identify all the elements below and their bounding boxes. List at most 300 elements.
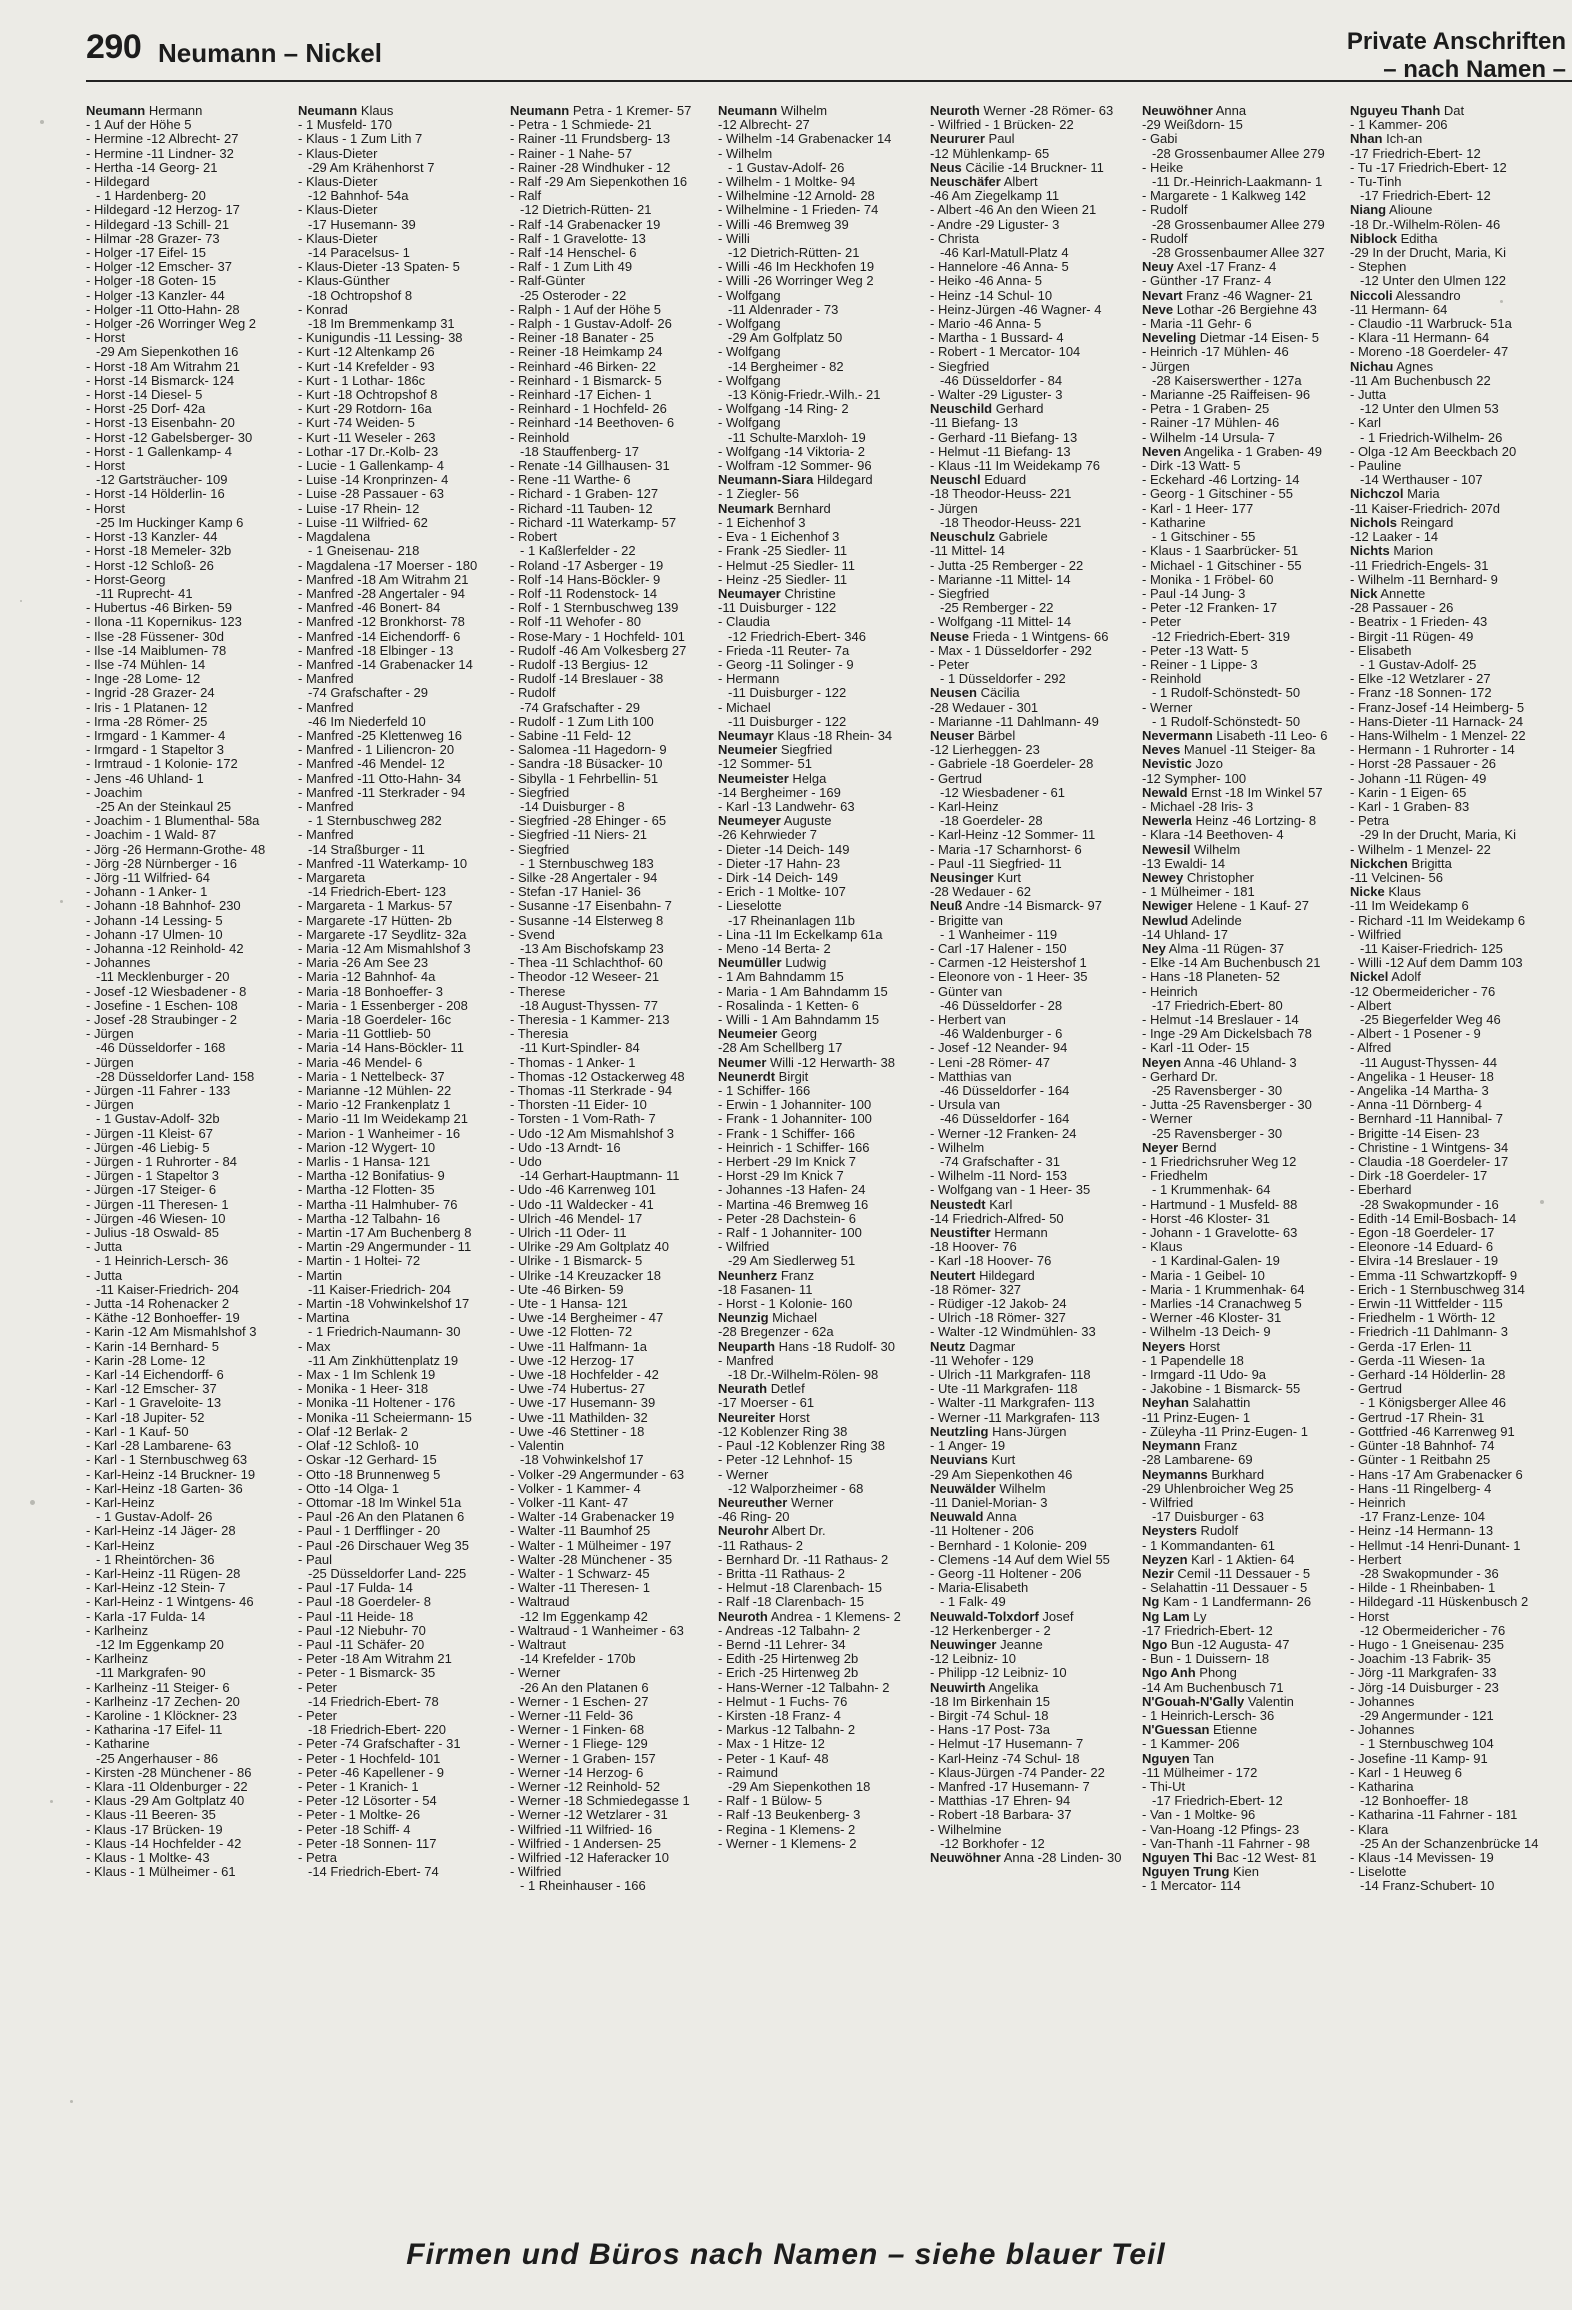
directory-entry: - Hermine -12 Albrecht- 27 — [86, 131, 239, 147]
directory-entry: -28 Am Schellberg 17 — [718, 1040, 843, 1056]
directory-entry: - Eckehard -46 Lortzing- 14 — [1142, 472, 1300, 488]
directory-entry: -74 Grafschafter - 29 — [520, 699, 640, 715]
directory-entry: - Uwe -46 Stettiner - 18 — [510, 1423, 645, 1439]
directory-entry: - Heinrich — [1350, 1494, 1406, 1510]
directory-entry: - 1 Friedrichsruher Weg 12 — [1142, 1154, 1297, 1170]
directory-entry: Neustifter Hermann — [930, 1225, 1048, 1241]
directory-entry: - Jürgen - 1 Ruhrorter - 84 — [86, 1154, 238, 1170]
directory-entry: - Helmut -25 Siedler- 11 — [718, 557, 856, 573]
directory-entry: - Johannes — [1350, 1722, 1415, 1738]
directory-entry: - 1 Falk- 49 — [940, 1594, 1006, 1610]
directory-entry: - Elke -12 Wetzlarer - 27 — [1350, 671, 1491, 687]
directory-entry: Niang Alioune — [1350, 202, 1433, 218]
page-number: 290 — [86, 28, 142, 66]
directory-entry: - Sibylla - 1 Fehrbellin- 51 — [510, 770, 659, 786]
directory-entry: Neunerdt Birgit — [718, 1068, 809, 1084]
directory-entry: - Jutta — [1350, 387, 1387, 403]
directory-entry: - Gertrud — [930, 770, 983, 786]
directory-entry: -12 Borkhofer - 12 — [940, 1835, 1045, 1851]
directory-entry: - Paul - 1 Derfflinger - 20 — [298, 1523, 441, 1539]
directory-entry: - Peter — [298, 1679, 338, 1695]
directory-entry: - Susanne -17 Eisenbahn- 7 — [510, 898, 672, 914]
directory-entry: - Wolfgang -14 Ring- 2 — [718, 401, 849, 417]
directory-entry: - Theresia — [510, 1026, 569, 1042]
directory-column-6 — [1142, 104, 1350, 2212]
directory-entry: - 1 Rudolf-Schönstedt- 50 — [1152, 685, 1301, 701]
directory-entry: -14 Friedrich-Alfred- 50 — [930, 1210, 1064, 1226]
directory-entry: - Van - 1 Moltke- 96 — [1142, 1807, 1256, 1823]
directory-entry: - Luise -28 Passauer - 63 — [298, 486, 444, 502]
directory-entry: - Werner — [1142, 699, 1193, 715]
directory-entry: - Klaus -14 Hochfelder - 42 — [86, 1835, 242, 1851]
directory-entry: - Wilhelm — [930, 1139, 985, 1155]
directory-entry: Neuparth Hans -18 Rudolf- 30 — [718, 1338, 896, 1354]
directory-entry: Neuwald Anna — [930, 1509, 1017, 1525]
directory-entry: -18 Fasanen- 11 — [718, 1281, 813, 1297]
directory-entry: - Hans -18 Planeten- 52 — [1142, 969, 1281, 985]
directory-entry: - Wolfgang van - 1 Heer- 35 — [930, 1182, 1091, 1198]
directory-entry: - Jürgen — [930, 500, 978, 516]
directory-entry: -11 Am Zinkhüttenplatz 19 — [308, 1352, 459, 1368]
directory-entry: - 1 Hardenberg- 20 — [96, 188, 206, 204]
directory-entry: - Jörg -14 Duisburger - 23 — [1350, 1679, 1499, 1695]
directory-entry: - Martha -11 Halmhuber- 76 — [298, 1196, 458, 1212]
directory-entry: - Martin — [298, 1267, 343, 1283]
directory-entry: - Maria -17 Scharnhorst- 6 — [930, 841, 1082, 857]
directory-entry: - Elvira -14 Breslauer - 19 — [1350, 1253, 1499, 1269]
directory-entry: Neumeier Siegfried — [718, 742, 833, 758]
directory-entry: - Inge -28 Lome- 12 — [86, 671, 201, 687]
directory-entry: - Irma -28 Römer- 25 — [86, 713, 208, 729]
directory-entry: - Sabine -11 Feld- 12 — [510, 727, 632, 743]
directory-entry: -12 Sympher- 100 — [1142, 770, 1247, 786]
directory-entry: - Ralf -14 Grabenacker 19 — [510, 216, 661, 232]
directory-entry: - 1 Friedrich-Naumann- 30 — [308, 1324, 461, 1340]
directory-entry: - Olaf -12 Berlak- 2 — [298, 1423, 408, 1439]
footer-note: Firmen und Büros nach Namen – siehe blauer Teil — [406, 2238, 1166, 2271]
directory-entry: - Manfred -46 Bonert- 84 — [298, 600, 441, 616]
directory-entry: Neuse Frieda - 1 Wintgens- 66 — [930, 628, 1109, 644]
directory-entry: Neyer Bernd — [1142, 1139, 1217, 1155]
directory-entry: - Holger -13 Kanzler- 44 — [86, 287, 225, 303]
directory-entry: - Uwe -11 Mathilden- 32 — [510, 1409, 648, 1425]
directory-entry: - Sandra -18 Büsacker- 10 — [510, 756, 663, 772]
directory-entry: - Ralf -29 Am Siepenkothen 16 — [510, 174, 688, 190]
directory-entry: - Horst -18 Memeler- 32b — [86, 543, 232, 559]
directory-entry: -18 August-Thyssen- 77 — [520, 997, 659, 1013]
directory-entry: -46 Im Niederfeld 10 — [308, 713, 426, 729]
directory-entry: - Manfred -11 Sterkrader - 94 — [298, 784, 466, 800]
directory-entry: - Reiner -18 Banater - 25 — [510, 330, 654, 346]
directory-entry: - Selahattin -11 Dessauer - 5 — [1142, 1580, 1308, 1596]
directory-entry: Neymann Franz — [1142, 1438, 1238, 1454]
directory-entry: - Maria -11 Gehr- 6 — [1142, 316, 1252, 332]
directory-entry: - Rene -11 Warthe- 6 — [510, 472, 631, 488]
directory-entry: - 1 Gustav-Adolf- 32b — [96, 1111, 220, 1127]
directory-entry: -18 Dr.-Wilhelm-Rölen- 98 — [728, 1367, 879, 1383]
directory-entry: - Salomea -11 Hagedorn- 9 — [510, 742, 667, 758]
directory-entry: - Willi -12 Auf dem Damm 103 — [1350, 955, 1523, 971]
directory-entry: -17 Husemann- 39 — [308, 216, 416, 232]
directory-entry: - Willi -26 Worringer Weg 2 — [718, 273, 874, 289]
directory-entry: Niccoli Alessandro — [1350, 287, 1461, 303]
directory-entry: - Heinz -14 Hermann- 13 — [1350, 1523, 1494, 1539]
directory-entry: - Susanne -14 Elsterweg 8 — [510, 912, 664, 928]
directory-entry: - Theresia - 1 Kammer- 213 — [510, 1012, 670, 1027]
directory-entry: - Eleonore -14 Eduard- 6 — [1350, 1239, 1494, 1255]
directory-entry: - Manfred -28 Angertaler - 94 — [298, 585, 465, 601]
directory-entry: - Peter -74 Grafschafter - 31 — [298, 1736, 461, 1752]
directory-entry: - Horst -18 Am Witrahm 21 — [86, 358, 240, 374]
directory-entry: - Karlheinz — [86, 1622, 149, 1638]
directory-entry: - Monika - 1 Fröbel- 60 — [1142, 571, 1274, 587]
directory-entry: - Karl - 1 Graveloite- 13 — [86, 1395, 222, 1411]
directory-entry: -11 Ruprecht- 41 — [96, 585, 193, 601]
directory-entry: - Alfred — [1350, 1040, 1392, 1056]
directory-entry: - Wilhelmine -12 Arnold- 28 — [718, 188, 875, 204]
directory-entry: - Kurt -12 Altenkamp 26 — [298, 344, 435, 360]
directory-entry: Niblock Editha — [1350, 230, 1438, 246]
paper-speck — [1500, 300, 1503, 303]
directory-entry: - Wilfried — [510, 1864, 562, 1880]
directory-entry: - Magdalena -17 Moerser - 180 — [298, 557, 478, 573]
directory-entry: - Bernhard - 1 Kolonie- 209 — [930, 1537, 1087, 1553]
directory-entry: - Philipp -12 Leibniz- 10 — [930, 1665, 1067, 1681]
directory-entry: - Horst -13 Eisenbahn- 20 — [86, 415, 235, 431]
directory-entry: -74 Grafschafter - 29 — [308, 685, 428, 701]
directory-entry: - Heike — [1142, 159, 1184, 175]
directory-entry: - Helmut -17 Husemann- 7 — [930, 1736, 1084, 1752]
directory-entry: -11 Hermann- 64 — [1350, 301, 1448, 317]
directory-entry: - Reinhold — [510, 429, 570, 445]
directory-entry: - Johann -18 Bahnhof- 230 — [86, 898, 241, 914]
directory-entry: - Frank -25 Siedler- 11 — [718, 543, 848, 559]
directory-entry: - Max - 1 Hitze- 12 — [718, 1736, 825, 1752]
directory-entry: - Karl-Heinz -12 Sommer- 11 — [930, 827, 1096, 843]
directory-entry: - Ingrid -28 Grazer- 24 — [86, 685, 215, 701]
directory-entry: - Matthias van — [930, 1068, 1012, 1084]
directory-entry: - Georg -11 Solinger - 9 — [718, 656, 854, 672]
directory-entry: -46 Ring- 20 — [718, 1509, 790, 1525]
directory-entry: -11 Am Buchenbusch 22 — [1350, 372, 1491, 388]
directory-entry: - Manfred — [298, 798, 354, 814]
directory-entry: - Regina - 1 Klemens- 2 — [718, 1821, 856, 1837]
directory-entry: Ney Alma -11 Rügen- 37 — [1142, 940, 1285, 956]
directory-entry: Nhan Ich-an — [1350, 131, 1423, 147]
directory-entry: -12 Friedrich-Ebert- 319 — [1152, 628, 1290, 644]
directory-entry: - Wolfgang — [718, 316, 781, 332]
directory-entry: - Karl - 1 Heer- 177 — [1142, 500, 1254, 516]
directory-entry: - Waltraud - 1 Wanheimer - 63 — [510, 1622, 684, 1638]
directory-entry: - Jutta — [86, 1239, 123, 1255]
directory-entry: - Georg -11 Holtener - 206 — [930, 1565, 1082, 1581]
directory-entry: - 1 Kardinal-Galen- 19 — [1152, 1253, 1280, 1269]
directory-entry: - Horst — [86, 500, 125, 516]
directory-entry: - Reiner -18 Heimkamp 24 — [510, 344, 663, 360]
directory-entry: - Udo -12 Am Mismahlshof 3 — [510, 1125, 675, 1141]
directory-entry: -18 Goerdeler- 28 — [940, 813, 1043, 829]
directory-entry: - Mario -12 Frankenplatz 1 — [298, 1097, 451, 1113]
directory-entry: Neves Manuel -11 Steiger- 8a — [1142, 742, 1316, 758]
directory-entry: - Monika -11 Scheiermann- 15 — [298, 1409, 472, 1425]
directory-entry: - Tu -17 Friedrich-Ebert- 12 — [1350, 159, 1507, 175]
directory-entry: - Albert -46 An den Wieen 21 — [930, 202, 1097, 218]
directory-entry: - 1 Papendelle 18 — [1142, 1352, 1244, 1368]
directory-entry: - 1 Friedrich-Wilhelm- 26 — [1360, 429, 1503, 445]
directory-entry: - Martha -12 Bonifatius- 9 — [298, 1168, 445, 1184]
directory-entry: - Günter - 1 Reitbahn 25 — [1350, 1452, 1491, 1468]
directory-entry: - Werner - 1 Fliege- 129 — [510, 1736, 648, 1752]
directory-entry: - Wilfried -11 Wilfried- 16 — [510, 1821, 653, 1837]
directory-entry: - Karl - 1 Graben- 83 — [1350, 798, 1470, 814]
directory-entry: -18 Im Bremmenkamp 31 — [308, 316, 455, 332]
directory-entry: - Karl -18 Jupiter- 52 — [86, 1409, 205, 1425]
directory-entry: -29 Weißdorn- 15 — [1142, 117, 1243, 133]
directory-entry: N'Guessan Etienne — [1142, 1722, 1258, 1738]
directory-entry: - Jörg -28 Nürnberger - 16 — [86, 855, 238, 871]
directory-entry: - Maria - 1 Krummenhak- 64 — [1142, 1281, 1305, 1297]
directory-entry: -18 Friedrich-Ebert- 220 — [308, 1722, 446, 1738]
directory-entry: -11 Velcinen- 56 — [1350, 869, 1443, 885]
directory-entry: - 1 Königsberger Allee 46 — [1360, 1395, 1506, 1411]
directory-entry: -13 Am Bischofskamp 23 — [520, 940, 664, 956]
directory-entry: - Werner -11 Feld- 36 — [510, 1707, 634, 1723]
section-title-line1: Private Anschriften — [1346, 28, 1566, 55]
directory-entry: -12 Albrecht- 27 — [718, 117, 810, 133]
directory-entry: Neumark Bernhard — [718, 500, 831, 516]
directory-entry: - Jürgen -46 Wiesen- 10 — [86, 1210, 226, 1226]
directory-entry: - 1 Mülheimer - 181 — [1142, 884, 1255, 900]
directory-entry: -11 Dr.-Heinrich-Laakmann- 1 — [1152, 174, 1323, 190]
directory-entry: - Horst -14 Hölderlin- 16 — [86, 486, 225, 502]
directory-entry: -29 Uhlenbroicher Weg 25 — [1142, 1480, 1294, 1496]
directory-entry: -14 Am Buchenbusch 71 — [1142, 1679, 1284, 1695]
directory-entry: -11 Im Weidekamp 6 — [1350, 898, 1469, 914]
directory-entry: - Uwe -11 Halfmann- 1a — [510, 1338, 648, 1354]
directory-entry: - Van-Thanh -11 Fahrner - 98 — [1142, 1835, 1310, 1851]
directory-entry: - Jürgen -11 Fahrer - 133 — [86, 1083, 231, 1099]
directory-entry: - Bun - 1 Duissern- 18 — [1142, 1651, 1270, 1667]
directory-entry: - Katharine — [1142, 514, 1206, 530]
directory-entry: - Jürgen — [86, 1026, 134, 1042]
directory-entry: - 1 Ziegler- 56 — [718, 486, 799, 502]
directory-entry: - Uwe -18 Hochfelder - 42 — [510, 1367, 659, 1383]
directory-entry: N'Gouah-N'Gally Valentin — [1142, 1693, 1294, 1709]
directory-entry: - Maria -26 Am See 23 — [298, 955, 429, 971]
directory-entry: - Klaus - 1 Moltke- 43 — [86, 1849, 210, 1865]
directory-entry: - Gabriele -18 Goerdeler- 28 — [930, 756, 1094, 772]
directory-entry: - Maria - 1 Essenberger - 208 — [298, 997, 468, 1013]
directory-entry: - Wilhelmine — [930, 1821, 1002, 1837]
directory-entry: - Ute -11 Markgrafen- 118 — [930, 1381, 1078, 1397]
directory-entry: - Richard -11 Tauben- 12 — [510, 500, 653, 516]
directory-entry: -12 Unter den Ulmen 122 — [1360, 273, 1506, 289]
paper-speck — [20, 600, 22, 602]
directory-entry: -14 Werthauser - 107 — [1360, 472, 1483, 488]
directory-entry: -14 Paracelsus- 1 — [308, 245, 410, 261]
directory-entry: - Manfred — [298, 671, 354, 687]
directory-entry: -11 Mülheimer - 172 — [1142, 1764, 1258, 1780]
directory-entry: -29 Angermunder - 121 — [1360, 1707, 1494, 1723]
directory-entry: - Jürgen - 1 Stapeltor 3 — [86, 1168, 219, 1184]
directory-entry: - Martin -18 Vohwinkelshof 17 — [298, 1296, 470, 1312]
directory-entry: -14 Krefelder - 170b — [520, 1651, 636, 1667]
directory-entry: -28 Wedauer - 62 — [930, 884, 1031, 900]
directory-entry: - Paul -12 Koblenzer Ring 38 — [718, 1438, 885, 1454]
directory-entry: - Klara -11 Oldenburger - 22 — [86, 1778, 248, 1794]
directory-entry: - Ralf -18 Clarenbach- 15 — [718, 1594, 864, 1610]
directory-column-5 — [930, 104, 1138, 2212]
directory-entry: - Johanna -12 Reinhold- 42 — [86, 940, 244, 956]
directory-entry: - Paul -11 Heide- 18 — [298, 1608, 414, 1624]
directory-entry: - Richard -11 Waterkamp- 57 — [510, 514, 677, 530]
directory-entry: -18 Theodor-Heuss- 221 — [930, 486, 1072, 502]
directory-entry: -12 Lierheggen- 23 — [930, 742, 1040, 758]
directory-entry: - Werner — [1142, 1111, 1193, 1127]
directory-entry: - Kirsten -28 Münchener - 86 — [86, 1764, 252, 1780]
directory-entry: - Luise -14 Kronprinzen- 4 — [298, 472, 449, 488]
directory-entry: -12 Bahnhof- 54a — [308, 188, 409, 204]
directory-entry: - Uwe -12 Herzog- 17 — [510, 1352, 635, 1368]
directory-entry: - 1 Musfeld- 170 — [298, 117, 392, 133]
directory-entry: - Ilse -74 Mühlen- 14 — [86, 656, 206, 672]
directory-entry: - Udo -46 Karrenweg 101 — [510, 1182, 656, 1198]
directory-entry: - Rainer -28 Windhuker - 12 — [510, 159, 671, 175]
directory-entry: - Horst -29 Im Knick 7 — [718, 1168, 844, 1184]
directory-entry: - Michael - 1 Gitschiner - 55 — [1142, 557, 1302, 573]
directory-entry: Neus Cäcilie -14 Bruckner- 11 — [930, 159, 1104, 175]
directory-entry: - Christine - 1 Wintgens- 34 — [1350, 1139, 1509, 1155]
directory-entry: -29 Am Siedlerweg 51 — [728, 1253, 856, 1269]
directory-entry: Neumüller Ludwig — [718, 955, 827, 971]
directory-entry: - 1 Gustav-Adolf- 26 — [96, 1509, 213, 1525]
directory-entry: - Rainer - 1 Nahe- 57 — [510, 145, 633, 161]
directory-entry: Neutz Dagmar — [930, 1338, 1016, 1354]
directory-entry: - Karl-Heinz -14 Jäger- 28 — [86, 1523, 236, 1539]
directory-entry: - Ulrich -11 Markgrafen- 118 — [930, 1367, 1091, 1383]
directory-entry: - Jürgen -11 Theresen- 1 — [86, 1196, 229, 1212]
directory-entry: Neutzling Hans-Jürgen — [930, 1423, 1067, 1439]
directory-entry: Neumann Hermann — [86, 104, 203, 118]
directory-entry: - Manfred -46 Mendel- 12 — [298, 756, 445, 772]
directory-entry: - Franz-Josef -14 Heimberg- 5 — [1350, 699, 1525, 715]
directory-entry: -18 Ochtropshof 8 — [308, 287, 413, 303]
directory-entry: - Marianne -11 Dahlmann- 49 — [930, 713, 1099, 729]
directory-entry: - Gerhard Dr. — [1142, 1068, 1218, 1084]
directory-entry: -17 Friedrich-Ebert- 12 — [1360, 188, 1491, 204]
directory-entry: - Paul -18 Goerdeler- 8 — [298, 1594, 431, 1610]
directory-entry: - Ralf -13 Beukenberg- 3 — [718, 1807, 861, 1823]
directory-entry: - Johannes — [86, 955, 151, 971]
directory-entry: - Paul -11 Siegfried- 11 — [930, 855, 1062, 871]
directory-entry: -28 Wedauer - 301 — [930, 699, 1039, 715]
directory-column-3 — [510, 104, 718, 2212]
paper-speck — [30, 1500, 35, 1505]
directory-entry: - Karl-Heinz -18 Garten- 36 — [86, 1480, 243, 1496]
directory-entry: - Wilhelm -11 Bernhard- 9 — [1350, 571, 1498, 587]
directory-entry: Neuwald-Tolxdorf Josef — [930, 1608, 1074, 1624]
directory-entry: - Peter -18 Am Witrahm 21 — [298, 1651, 452, 1667]
directory-entry: - Ralf - 1 Bülow- 5 — [718, 1793, 823, 1809]
directory-entry: - Lieselotte — [718, 898, 782, 914]
directory-entry: - Ute - 1 Hansa- 121 — [510, 1296, 628, 1312]
directory-entry: - Walter -11 Markgrafen- 113 — [930, 1395, 1095, 1411]
directory-entry: - Siegfried — [930, 358, 990, 374]
directory-entry: - Karl-Heinz - 1 Wintgens- 46 — [86, 1594, 254, 1610]
directory-entry: Neyzen Karl - 1 Aktien- 64 — [1142, 1551, 1295, 1567]
directory-entry: - Jutta -25 Remberger - 22 — [930, 557, 1084, 573]
directory-entry: - Peter — [298, 1707, 338, 1723]
directory-entry: - 1 Kommandanten- 61 — [1142, 1537, 1275, 1553]
directory-entry: - Erich - 1 Sternbuschweg 314 — [1350, 1281, 1525, 1297]
directory-entry: - Peter - 1 Kauf- 48 — [718, 1750, 829, 1766]
directory-entry: - Helmut - 1 Fuchs- 76 — [718, 1693, 848, 1709]
directory-entry: - Andreas -12 Talbahn- 2 — [718, 1622, 861, 1638]
directory-entry: - Ulrich -18 Römer- 327 — [930, 1310, 1066, 1326]
directory-entry: Neuwinger Jeanne — [930, 1636, 1043, 1652]
directory-entry: -12 Wiesbadener - 61 — [940, 784, 1066, 800]
directory-entry: - Iris - 1 Platanen- 12 — [86, 699, 208, 715]
directory-entry: - Karin - 1 Eigen- 65 — [1350, 784, 1467, 800]
directory-entry: - Tu-Tinh — [1350, 174, 1402, 190]
directory-entry: -28 Grossenbaumer Allee 279 — [1152, 145, 1325, 161]
directory-entry: - Jürgen -17 Steiger- 6 — [86, 1182, 217, 1198]
directory-entry: Newerla Heinz -46 Lortzing- 8 — [1142, 813, 1317, 829]
directory-entry: Neuschulz Gabriele — [930, 529, 1048, 545]
directory-entry: Neunzig Michael — [718, 1310, 817, 1326]
directory-entry: - Werner -12 Franken- 24 — [930, 1125, 1077, 1141]
directory-entry: - Robert — [510, 529, 557, 545]
directory-entry: -11 Friedrich-Engels- 31 — [1350, 557, 1489, 573]
directory-entry: - Horst -46 Kloster- 31 — [1142, 1210, 1270, 1226]
directory-entry: - Edith -25 Hirtenweg 2b — [718, 1651, 859, 1667]
directory-entry: -11 August-Thyssen- 44 — [1360, 1054, 1498, 1070]
directory-entry: - Heinz -14 Schul- 10 — [930, 287, 1053, 303]
directory-entry: - Karl - 1 Kauf- 50 — [86, 1423, 189, 1439]
directory-entry: -12 Obermeidericher - 76 — [1360, 1622, 1506, 1638]
directory-entry: - 1 Krummenhak- 64 — [1152, 1182, 1271, 1198]
directory-entry: -11 Kaiser-Friedrich- 125 — [1360, 940, 1503, 956]
directory-entry: -17 Friedrich-Ebert- 80 — [1152, 997, 1283, 1013]
directory-entry: - Jürgen — [1142, 358, 1190, 374]
directory-entry: - Wilhelm -14 Ursula- 7 — [1142, 429, 1275, 445]
page-header — [0, 0, 1572, 82]
directory-entry: Neven Angelika - 1 Graben- 49 — [1142, 443, 1322, 459]
directory-entry: - Luise -17 Rhein- 12 — [298, 500, 420, 516]
directory-entry: - Günter van — [930, 983, 1003, 999]
directory-entry: - Reinhard -17 Eichen- 1 — [510, 387, 652, 403]
directory-entry: -14 Gerhart-Hauptmann- 11 — [520, 1168, 680, 1184]
directory-entry: - Paul -12 Niebuhr- 70 — [298, 1622, 426, 1638]
directory-entry: - Werner -46 Kloster- 31 — [1142, 1310, 1282, 1326]
directory-entry: - Hertha -14 Georg- 21 — [86, 159, 218, 175]
directory-entry: -12 Mühlenkamp- 65 — [930, 145, 1050, 161]
directory-entry: -46 Am Ziegelkamp 11 — [930, 188, 1060, 204]
directory-entry: - Peter - 1 Hochfeld- 101 — [298, 1750, 441, 1766]
directory-entry: - Petra - 1 Schmiede- 21 — [510, 117, 652, 133]
directory-entry: - Willi — [718, 230, 750, 246]
directory-entry: - Eva - 1 Eichenhof 3 — [718, 529, 840, 545]
directory-entry: Neuschäfer Albert — [930, 174, 1038, 190]
directory-entry: - Maria -12 Bahnhof- 4a — [298, 969, 436, 985]
directory-entry: - Maria -18 Bonhoeffer- 3 — [298, 983, 443, 999]
directory-entry: - Klaus-Dieter — [298, 230, 378, 246]
directory-entry: - Klaus-Günther — [298, 273, 390, 289]
directory-entry: - Karl -18 Hoover- 76 — [930, 1253, 1052, 1269]
directory-entry: -26 An den Platanen 6 — [520, 1679, 649, 1695]
directory-entry: Neusinger Kurt — [930, 869, 1022, 885]
directory-entry: - Manfred -11 Otto-Hahn- 34 — [298, 770, 462, 786]
